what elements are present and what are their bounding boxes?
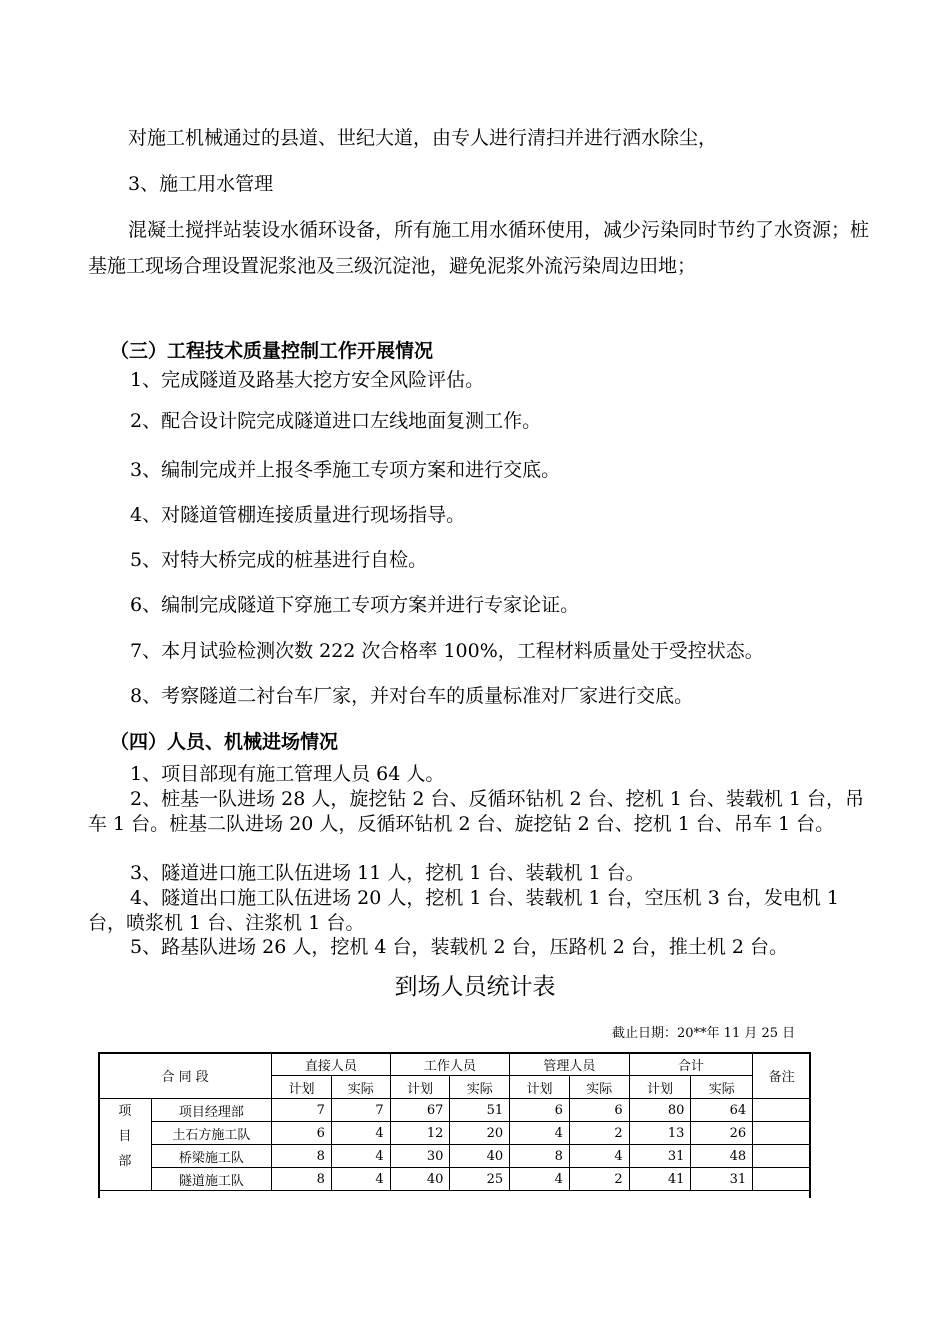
subheader-actual: 实际 bbox=[691, 1076, 753, 1099]
cell: 13 bbox=[629, 1122, 691, 1145]
cell: 7 bbox=[331, 1099, 390, 1122]
row-name: 土石方施工队 bbox=[151, 1122, 272, 1145]
cell: 40 bbox=[390, 1168, 450, 1191]
table-header-row bbox=[99, 1053, 811, 1076]
cell: 2 bbox=[569, 1168, 629, 1191]
cell: 80 bbox=[629, 1099, 691, 1122]
header-contract-section: 合 同 段 bbox=[99, 1053, 272, 1099]
quality-item-4: 4、对隧道管棚连接质量进行现场指导。 bbox=[130, 504, 466, 526]
cell: 4 bbox=[510, 1168, 570, 1191]
subheader-plan: 计划 bbox=[390, 1076, 450, 1099]
paragraph-dust-control: 对施工机械通过的县道、世纪大道，由专人进行清扫并进行洒水除尘， bbox=[128, 127, 718, 149]
paragraph-water-recycling: 混凝土搅拌站装设水循环设备，所有施工用水循环使用，减少污染同时节约了水资源；桩基施工现场合理设置泥浆池及三级沉淀池，避免泥浆外流污染周边田地； bbox=[88, 219, 870, 277]
cell: 4 bbox=[331, 1168, 390, 1191]
cell: 2 bbox=[569, 1122, 629, 1145]
cell: 8 bbox=[272, 1168, 332, 1191]
table-row bbox=[99, 1145, 811, 1168]
row-name: 项目经理部 bbox=[151, 1099, 272, 1122]
cutoff-date: 截止日期：20**年 11 月 25 日 bbox=[612, 1026, 796, 1041]
remark-cell bbox=[753, 1168, 811, 1191]
cell: 20 bbox=[450, 1122, 510, 1145]
quality-item-3: 3、编制完成并上报冬季施工专项方案和进行交底。 bbox=[130, 459, 561, 481]
row-name: 桥梁施工队 bbox=[151, 1145, 272, 1168]
cell: 30 bbox=[390, 1145, 450, 1168]
row-name: 隧道施工队 bbox=[151, 1168, 272, 1191]
cell: 64 bbox=[691, 1099, 753, 1122]
cell: 8 bbox=[272, 1145, 332, 1168]
personnel-item-3: 3、隧道进口施工队伍进场 11 人，挖机 1 台、装载机 1 台。 bbox=[130, 862, 645, 884]
subheader-actual: 实际 bbox=[569, 1076, 629, 1099]
table-row bbox=[99, 1122, 811, 1145]
cell: 67 bbox=[390, 1099, 450, 1122]
quality-item-1: 1、完成隧道及路基大挖方安全风险评估。 bbox=[130, 369, 485, 391]
remark-cell bbox=[753, 1145, 811, 1168]
cell: 31 bbox=[629, 1145, 691, 1168]
header-direct-staff: 直接人员 bbox=[272, 1053, 390, 1076]
cell: 31 bbox=[691, 1168, 753, 1191]
cell: 41 bbox=[629, 1168, 691, 1191]
dept-char: 项 bbox=[118, 1104, 132, 1119]
cell: 7 bbox=[272, 1099, 332, 1122]
section-heading-quality-control: （三）工程技术质量控制工作开展情况 bbox=[110, 340, 434, 362]
table-row bbox=[99, 1099, 811, 1122]
quality-item-6: 6、编制完成隧道下穿施工专项方案并进行专家论证。 bbox=[130, 594, 580, 616]
cell: 4 bbox=[331, 1122, 390, 1145]
personnel-item-2: 2、桩基一队进场 28 人，旋挖钻 2 台、反循环钻机 2 台、挖机 1 台、装载机 1 台，吊车 1 台。桩基二队进场 20 人，反循环钻机 2 台、旋挖钻 2 台、挖机 1 台、吊车 1 台。 bbox=[88, 788, 865, 835]
personnel-item-4: 4、隧道出口施工队伍进场 20 人，挖机 1 台、装载机 1 台，空压机 3 台，发电机 1 台，喷浆机 1 台、注浆机 1 台。 bbox=[88, 887, 839, 934]
cell: 6 bbox=[272, 1122, 332, 1145]
quality-item-5: 5、对特大桥完成的桩基进行自检。 bbox=[130, 549, 428, 571]
table-title: 到场人员统计表 bbox=[394, 974, 556, 1000]
dept-label-project bbox=[99, 1099, 152, 1191]
cell: 8 bbox=[510, 1145, 570, 1168]
header-remarks: 备注 bbox=[753, 1053, 811, 1099]
subheader-actual: 实际 bbox=[331, 1076, 390, 1099]
dept-char: 目 bbox=[118, 1129, 132, 1144]
personnel-item-5: 5、路基队进场 26 人，挖机 4 台，装载机 2 台，压路机 2 台，推土机 2 台。 bbox=[130, 936, 789, 958]
cell: 51 bbox=[450, 1099, 510, 1122]
dept-char: 部 bbox=[118, 1154, 132, 1169]
cell: 40 bbox=[450, 1145, 510, 1168]
cell: 25 bbox=[450, 1168, 510, 1191]
cell: 48 bbox=[691, 1145, 753, 1168]
cell: 4 bbox=[331, 1145, 390, 1168]
cell: 6 bbox=[569, 1099, 629, 1122]
quality-item-2: 2、配合设计院完成隧道进口左线地面复测工作。 bbox=[130, 410, 542, 432]
paragraph-water-management-title: 3、施工用水管理 bbox=[128, 173, 274, 195]
subheader-plan: 计划 bbox=[272, 1076, 332, 1099]
quality-item-8: 8、考察隧道二衬台车厂家，并对台车的质量标准对厂家进行交底。 bbox=[130, 685, 694, 707]
cell: 12 bbox=[390, 1122, 450, 1145]
section-heading-personnel-machinery: （四）人员、机械进场情况 bbox=[110, 731, 339, 753]
personnel-stats-table bbox=[98, 1052, 811, 1191]
header-work-staff: 工作人员 bbox=[390, 1053, 509, 1076]
quality-item-7: 7、本月试验检测次数 222 次合格率 100%，工程材料质量处于受控状态。 bbox=[130, 640, 764, 662]
cell: 6 bbox=[510, 1099, 570, 1122]
cell: 4 bbox=[510, 1122, 570, 1145]
subheader-actual: 实际 bbox=[450, 1076, 510, 1099]
table-row bbox=[99, 1168, 811, 1191]
header-management-staff: 管理人员 bbox=[510, 1053, 629, 1076]
remark-cell bbox=[753, 1099, 811, 1122]
subheader-plan: 计划 bbox=[629, 1076, 691, 1099]
remark-cell bbox=[753, 1122, 811, 1145]
cell: 4 bbox=[569, 1145, 629, 1168]
subheader-plan: 计划 bbox=[510, 1076, 570, 1099]
cell: 26 bbox=[691, 1122, 753, 1145]
personnel-item-1: 1、项目部现有施工管理人员 64 人。 bbox=[130, 763, 445, 785]
header-total: 合计 bbox=[629, 1053, 753, 1076]
